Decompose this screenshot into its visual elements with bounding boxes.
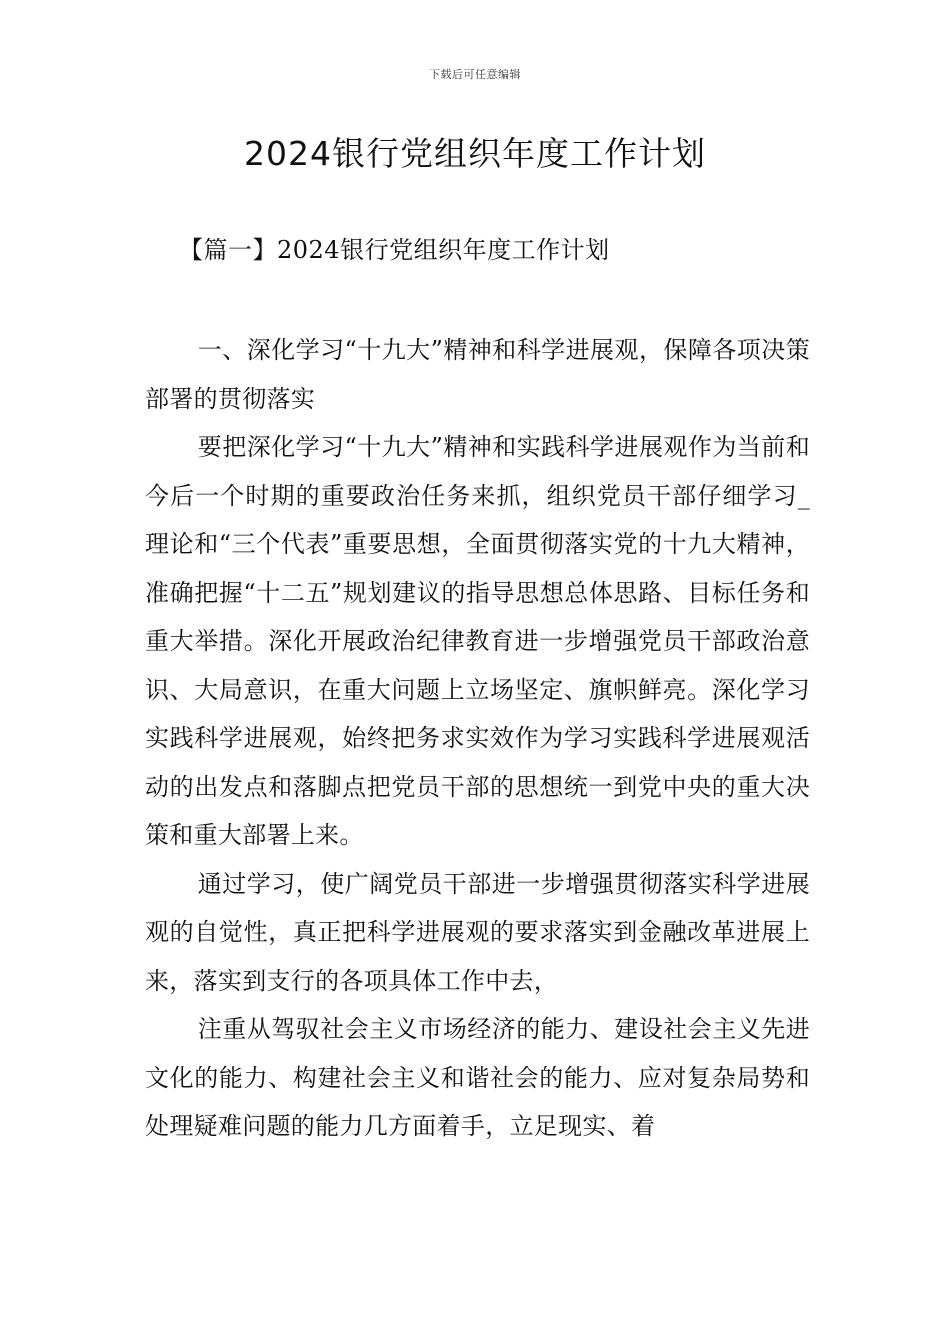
section-heading: 【篇一】2024银行党组织年度工作计划 bbox=[179, 236, 610, 264]
paragraph: 注重从驾驭社会主义市场经济的能力、建设社会主义先进文化的能力、构建社会主义和谐社会的能力、应对复杂局势和处理疑难问题的能力几方面着手，立足现实、着 bbox=[145, 1015, 810, 1140]
paragraph: 要把深化学习“十九大”精神和实践科学进展观作为当前和今后一个时期的重要政治任务来抓，组织党员干部仔细学习_理论和“三个代表”重要思想，全面贯彻落实党的十九大精神，准确把握“十二五”规划建议的指导思想总体思路、目标任务和重大举措。深化开展政治纪律教育进一步增强党员干部政治意识、大局意识，在重大问题上立场坚定、旗帜鲜亮。深化学习实践科学进展观，始终把务求实效作为学习实践科学进展观活动的出发点和落脚点把党员干部的思想统一到党中央的重大决策和重大部署上来。 bbox=[145, 433, 810, 849]
header-note: 下载后可任意编辑 bbox=[429, 68, 521, 81]
document-title: 2024银行党组织年度工作计划 bbox=[244, 134, 706, 173]
paragraph-heading-one: 一、深化学习“十九大”精神和科学进展观，保障各项决策部署的贯彻落实 bbox=[145, 336, 810, 413]
paragraph: 通过学习，使广阔党员干部进一步增强贯彻落实科学进展观的自觉性，真正把科学进展观的要求落实到金融改革进展上来，落实到支行的各项具体工作中去， bbox=[145, 869, 810, 995]
document-body bbox=[145, 326, 810, 1151]
